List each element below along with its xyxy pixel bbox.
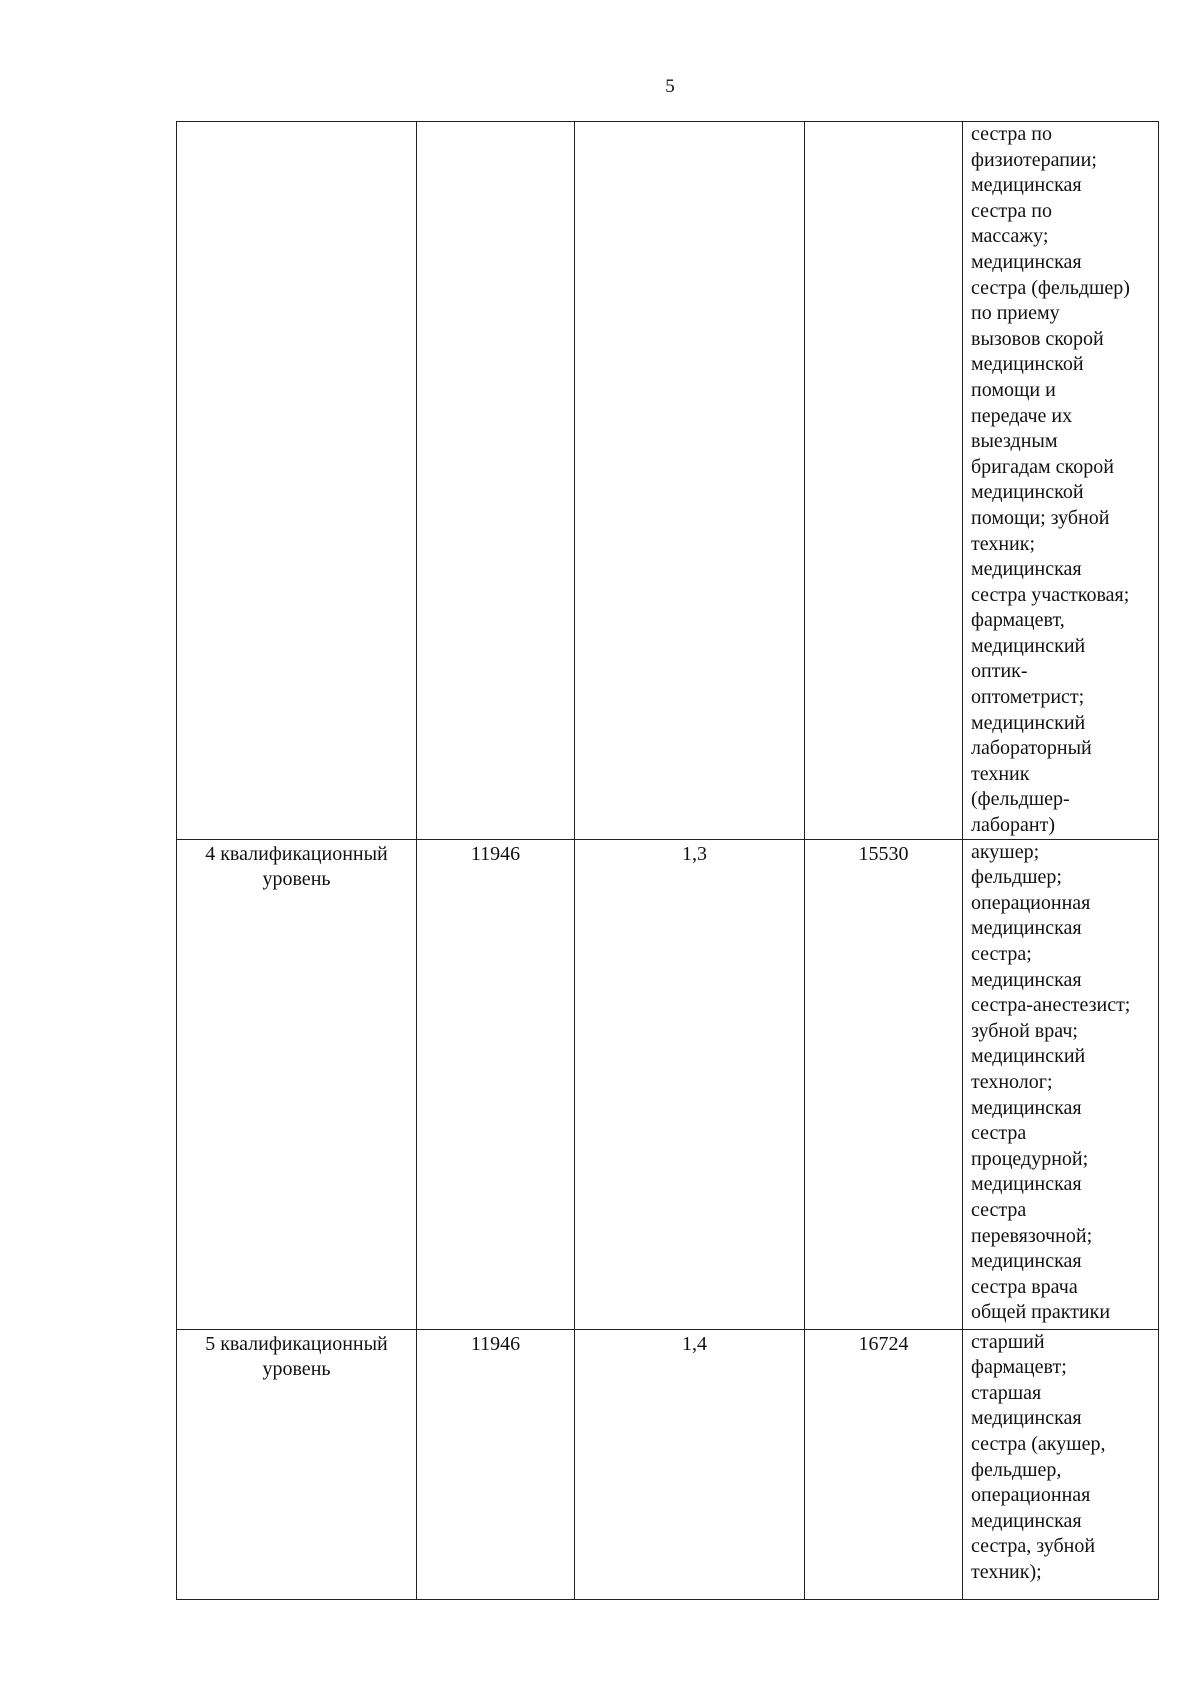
coefficient-cell — [575, 122, 805, 840]
salary-table — [176, 121, 1159, 1600]
table-row — [177, 1329, 1159, 1599]
salary-cell — [805, 122, 963, 840]
positions-cell — [963, 1329, 1159, 1599]
base-salary-cell: 11946 — [417, 839, 575, 1329]
base-salary-cell: 11946 — [417, 1329, 575, 1599]
salary-cell: 16724 — [805, 1329, 963, 1599]
coefficient-cell: 1,3 — [575, 839, 805, 1329]
table-row — [177, 122, 1159, 840]
qualification-level-cell: 4 квалификационный уровень — [177, 839, 417, 1329]
positions-text: старший фармацевт; старшая медицинская сестра (акушер, фельдшер, операционная медицинская сестра, зубной техник); — [971, 1330, 1106, 1583]
positions-text: акушер; фельдшер; операционная медицинская сестра; медицинская сестра-анестезист; зубной врач; медицинский технолог; медицинская сестра процедурной; медицинская сестра перевязочной; медицинская сестра врача общей практики — [971, 840, 1131, 1324]
salary-cell: 15530 — [805, 839, 963, 1329]
table-row — [177, 839, 1159, 1329]
positions-cell — [963, 839, 1159, 1329]
qualification-level-cell — [177, 122, 417, 840]
positions-cell — [963, 122, 1159, 840]
positions-text: сестра по физиотерапии; медицинская сестра по массажу; медицинская сестра (фельдшер) по приему вызовов скорой медицинской помощи и передаче их выездным бригадам скорой медицинской помощи; зубной техник; медицинская сестра участковая; фармацевт, медицинский оптик- оптометрист; медицинский лабораторный техник (фельдшер- лаборант) — [971, 123, 1130, 837]
base-salary-cell — [417, 122, 575, 840]
page-number: 5 — [665, 76, 675, 97]
qualification-level-cell: 5 квалификационный уровень — [177, 1329, 417, 1599]
coefficient-cell: 1,4 — [575, 1329, 805, 1599]
